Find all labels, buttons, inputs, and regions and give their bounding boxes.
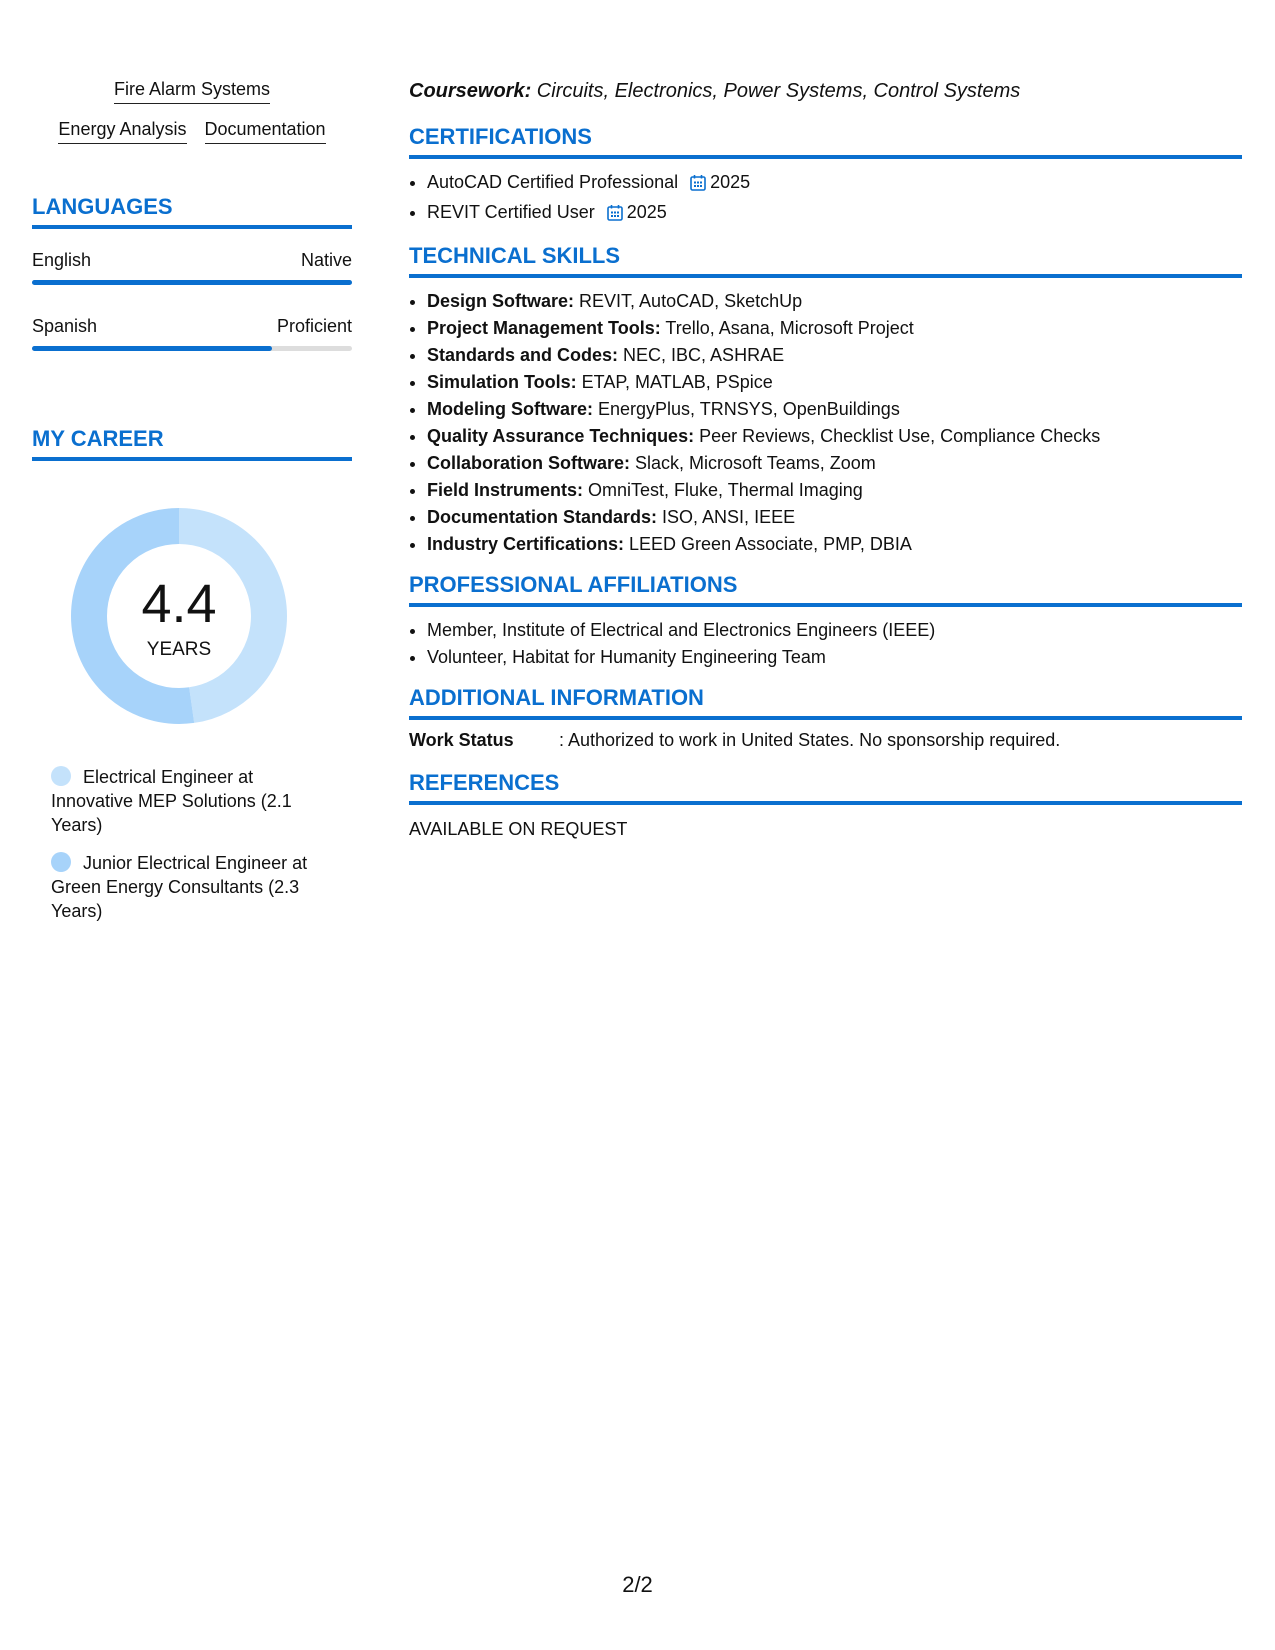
references-heading: REFERENCES (409, 770, 1242, 805)
references-text: AVAILABLE ON REQUEST (409, 819, 628, 839)
certifications-list (409, 169, 1242, 229)
skill-item (427, 531, 1242, 558)
skill-label: Collaboration Software: (427, 453, 631, 473)
skill-value: Slack, Microsoft Teams, Zoom (630, 453, 876, 473)
skill-label: Quality Assurance Techniques: (427, 426, 695, 446)
work-status-value: : Authorized to work in United States. No sponsorship required. (559, 730, 1061, 750)
work-status-label: Work Status (409, 730, 514, 750)
skill-value: NEC, IBC, ASHRAE (618, 345, 785, 365)
skill-item (427, 450, 1242, 477)
left-column (32, 78, 352, 937)
skill-tags-row-1 (32, 78, 352, 104)
career-years-unit: YEARS (146, 639, 212, 660)
career-legend-label: Junior Electrical Engineer at Green Energy Consultants (2.3 Years) (51, 853, 308, 921)
skill-tags-row-2 (32, 118, 352, 144)
affiliation-item: • Member, Institute of Electrical and Electronics Engineers (IEEE) (427, 617, 1242, 644)
certification-name: REVIT Certified User (427, 202, 595, 222)
skill-item (427, 315, 1242, 342)
languages-heading: LANGUAGES (32, 194, 352, 229)
certification-year: 2025 (626, 202, 667, 222)
language-name: English (32, 250, 92, 270)
career-donut-chart (66, 503, 292, 729)
skill-value: EnergyPlus, TRNSYS, OpenBuildings (593, 399, 900, 419)
career-legend-item (51, 765, 321, 837)
certification-item (427, 169, 1242, 199)
skill-label: Modeling Software: (427, 399, 593, 419)
skill-value: Peer Reviews, Checklist Use, Compliance Checks (694, 426, 1101, 446)
skill-label: Documentation Standards: (427, 507, 658, 527)
calendar-icon (690, 172, 706, 199)
skill-tag: Documentation (205, 118, 326, 144)
additional-info-heading: ADDITIONAL INFORMATION (409, 685, 1242, 720)
skill-tag: Fire Alarm Systems (114, 78, 270, 104)
certification-name: AutoCAD Certified Professional (427, 172, 679, 192)
page-number: 2/2 (622, 1572, 653, 1597)
skill-value: REVIT, AutoCAD, SketchUp (574, 291, 803, 311)
skill-label: Simulation Tools: (427, 372, 577, 392)
skill-tag: Energy Analysis (58, 118, 186, 144)
donut-center (66, 503, 292, 729)
career-heading: MY CAREER (32, 426, 352, 461)
skill-item (427, 477, 1242, 504)
language-bar-fill (32, 280, 352, 285)
language-item-spanish (32, 315, 352, 351)
skill-label: Project Management Tools: (427, 318, 661, 338)
skill-value: Trello, Asana, Microsoft Project (660, 318, 914, 338)
coursework-text: Circuits, Electronics, Power Systems, Control Systems (531, 80, 1021, 102)
career-total-years: 4.4 (141, 574, 217, 634)
skill-item (427, 396, 1242, 423)
skill-value: LEED Green Associate, PMP, DBIA (624, 534, 912, 554)
coursework-line (409, 78, 1242, 104)
language-level: Proficient (276, 316, 352, 336)
skill-label: Field Instruments: (427, 480, 584, 500)
certifications-heading: CERTIFICATIONS (409, 124, 1242, 159)
coursework-label: Coursework: (409, 80, 532, 102)
technical-skills-list (409, 288, 1242, 558)
language-name: Spanish (32, 316, 98, 336)
certification-year: 2025 (710, 172, 751, 192)
skill-item (427, 369, 1242, 396)
language-bar (32, 280, 352, 285)
right-column (409, 78, 1242, 841)
career-legend-item (51, 851, 321, 923)
skill-item (427, 504, 1242, 531)
legend-dot (51, 852, 71, 872)
skill-label: Design Software: (427, 291, 575, 311)
calendar-icon (607, 202, 623, 229)
skill-item (427, 342, 1242, 369)
technical-skills-heading: TECHNICAL SKILLS (409, 243, 1242, 278)
skill-item (427, 423, 1242, 450)
skill-label: Standards and Codes: (427, 345, 619, 365)
language-level: Native (300, 250, 352, 270)
affiliation-item: • Volunteer, Habitat for Humanity Engineering Team (427, 644, 1242, 671)
language-bar-fill (32, 346, 272, 351)
career-legend-label: Electrical Engineer at Innovative MEP Solutions (2.1 Years) (51, 767, 292, 835)
skill-label: Industry Certifications: (427, 534, 625, 554)
affiliations-heading: PROFESSIONAL AFFILIATIONS (409, 572, 1242, 607)
skill-value: ETAP, MATLAB, PSpice (576, 372, 773, 392)
language-item-english (32, 249, 352, 285)
language-bar (32, 346, 352, 351)
skill-value: OmniTest, Fluke, Thermal Imaging (583, 480, 863, 500)
legend-dot (51, 766, 71, 786)
skill-item (427, 288, 1242, 315)
certification-item (427, 199, 1242, 229)
skill-value: ISO, ANSI, IEEE (657, 507, 796, 527)
work-status-row (409, 728, 1242, 752)
affiliations-list (409, 617, 1242, 671)
